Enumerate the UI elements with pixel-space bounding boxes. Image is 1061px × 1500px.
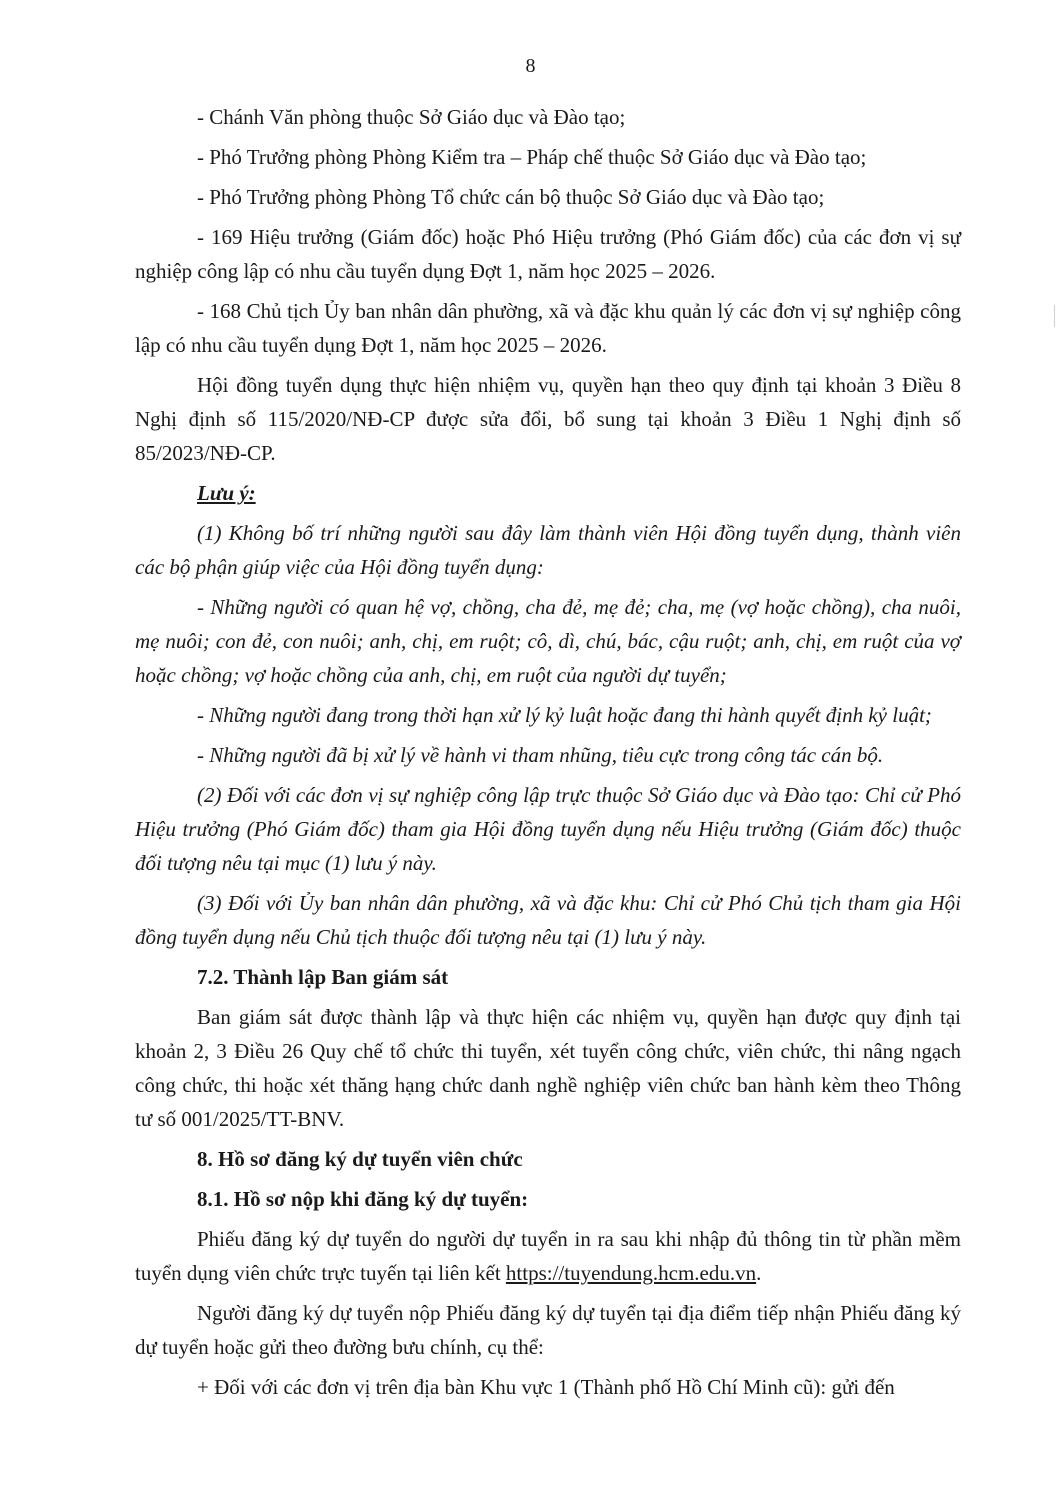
council-duties-paragraph: Hội đồng tuyển dụng thực hiện nhiệm vụ, quyền hạn theo quy định tại khoản 3 Điều 8 Nghị định số 115/2020/NĐ-CP được sửa đổi, bổ sung tại khoản 3 Điều 1 Nghị định số 85/2023/NĐ-CP.	[135, 373, 961, 465]
scan-edge-mark	[1054, 305, 1061, 327]
recruitment-link[interactable]: https://tuyendung.hcm.edu.vn	[505, 1261, 757, 1285]
section-8-1-paragraph-area-1: + Đối với các đơn vị trên địa bàn Khu vực 1 (Thành phố Hồ Chí Minh cũ): gửi đến	[197, 1375, 895, 1399]
note-3: (3) Đối với Ủy ban nhân dân phường, xã và đặc khu: Chỉ cử Phó Chủ tịch tham gia Hội đồng tuyển dụng nếu Chủ tịch thuộc đối tượng nêu tại (1) lưu ý này.	[135, 891, 961, 949]
note-1: (1) Không bố trí những người sau đây làm thành viên Hội đồng tuyển dụng, thành viên các bộ phận giúp việc của Hội đồng tuyển dụng:	[135, 521, 961, 579]
page-number: 8	[525, 55, 536, 77]
section-8-heading: 8. Hồ sơ đăng ký dự tuyển viên chức	[197, 1147, 523, 1171]
member-item-deputy-inspection: - Phó Trưởng phòng Phòng Kiểm tra – Pháp chế thuộc Sở Giáo dục và Đào tạo;	[197, 145, 867, 169]
form-text: Phiếu đăng ký dự tuyển do người dự tuyển in ra sau khi nhập đủ thông tin từ phần mềm tuyển dụng viên chức trực tuyến tại liên kết	[135, 1227, 961, 1285]
note-1-item-relatives: - Những người có quan hệ vợ, chồng, cha đẻ, mẹ đẻ; cha, mẹ (vợ hoặc chồng), cha nuôi, mẹ nuôi; con đẻ, con nuôi; anh, chị, em ruột; cô, dì, chú, bác, cậu ruột; anh, chị, em ruột của vợ hoặc chồng; vợ hoặc chồng của anh, chị, em ruột của người dự tuyển;	[135, 595, 961, 687]
member-item-principals: - 169 Hiệu trưởng (Giám đốc) hoặc Phó Hiệu trưởng (Phó Giám đốc) của các đơn vị sự nghiệp công lập có nhu cầu tuyển dụng Đợt 1, năm học 2025 – 2026.	[135, 225, 961, 283]
member-item-deputy-personnel: - Phó Trưởng phòng Phòng Tổ chức cán bộ thuộc Sở Giáo dục và Đào tạo;	[197, 185, 825, 209]
note-2: (2) Đối với các đơn vị sự nghiệp công lập trực thuộc Sở Giáo dục và Đào tạo: Chỉ cử Phó Hiệu trưởng (Phó Giám đốc) tham gia Hội đồng tuyển dụng nếu Hiệu trưởng (Giám đốc) thuộc đối tượng nêu tại mục (1) lưu ý này.	[135, 783, 961, 875]
section-7-2-heading: 7.2. Thành lập Ban giám sát	[197, 965, 449, 989]
note-1-item-corruption: - Những người đã bị xử lý về hành vi tham nhũng, tiêu cực trong công tác cán bộ.	[197, 743, 884, 767]
section-8-1-heading: 8.1. Hồ sơ nộp khi đăng ký dự tuyển:	[197, 1187, 529, 1211]
document-body	[135, 100, 961, 1410]
note-title: Lưu ý:	[197, 481, 256, 505]
member-item-chief-office: - Chánh Văn phòng thuộc Sở Giáo dục và Đào tạo;	[197, 105, 626, 129]
form-text-end: .	[756, 1261, 762, 1285]
section-7-2-paragraph: Ban giám sát được thành lập và thực hiện các nhiệm vụ, quyền hạn được quy định tại khoản 2, 3 Điều 26 Quy chế tổ chức thi tuyển, xét tuyển công chức, viên chức, thi nâng ngạch công chức, thi hoặc xét thăng hạng chức danh nghề nghiệp viên chức ban hành kèm theo Thông tư số 001/2025/TT-BNV.	[135, 1005, 961, 1131]
section-8-1-paragraph-form	[135, 1222, 961, 1290]
note-1-item-discipline: - Những người đang trong thời hạn xử lý kỷ luật hoặc đang thi hành quyết định kỷ luật;	[197, 703, 932, 727]
member-item-chairmen: - 168 Chủ tịch Ủy ban nhân dân phường, xã và đặc khu quản lý các đơn vị sự nghiệp công lập có nhu cầu tuyển dụng Đợt 1, năm học 2025 – 2026.	[135, 299, 961, 357]
section-8-1-paragraph-submit: Người đăng ký dự tuyển nộp Phiếu đăng ký dự tuyển tại địa điểm tiếp nhận Phiếu đăng ký dự tuyển hoặc gửi theo đường bưu chính, cụ thể:	[135, 1301, 961, 1359]
note-heading	[135, 476, 961, 510]
